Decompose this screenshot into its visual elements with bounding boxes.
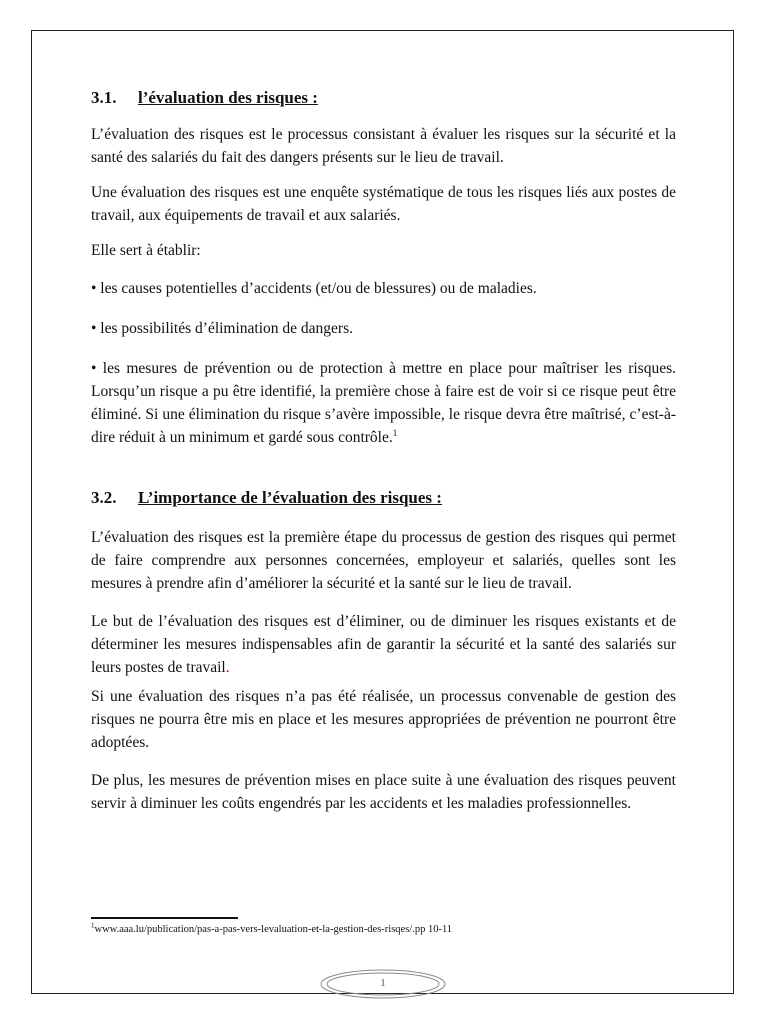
bullet-item — [91, 357, 676, 449]
footnote-separator — [91, 917, 238, 919]
paragraph: Si une évaluation des risques n’a pas été réalisée, un processus convenable de gestion des risques ne pourra être mis en place et les mesures appropriées de prévention ne pourront être adoptées. — [91, 688, 676, 751]
section-number: 3.1. — [91, 88, 117, 107]
section-heading-3-1 — [91, 86, 676, 110]
section-title: l’évaluation des risques : — [138, 88, 318, 107]
section-heading-3-2 — [91, 486, 676, 510]
paragraph-text: Le but de l’évaluation des risques est d’éliminer, ou de diminuer les risques existants et de déterminer les mesures indispensables afin de garantir la sécurité et la santé des salariés sur leurs postes de travail — [91, 613, 676, 676]
bullet-text: • les mesures de prévention ou de protection à mettre en place pour maîtriser les risques. Lorsqu’un risque a pu être identifié, la première chose à faire est de voir si ce risque peut être éliminé. Si une élimination du risque s’avère impossible, le risque devra être maîtrisé, c’est-à-dire réduit à un minimum et gardé sous contrôle. — [91, 360, 676, 446]
footnote-ref[interactable]: 1 — [392, 427, 398, 438]
paragraph — [91, 610, 676, 679]
section-title: L’importance de l’évaluation des risques : — [138, 488, 442, 507]
paragraph: Une évaluation des risques est une enquête systématique de tous les risques liés aux postes de travail, aux équipements de travail et aux salariés. — [91, 184, 676, 224]
section-number: 3.2. — [91, 488, 117, 507]
red-period: . — [225, 659, 230, 676]
page-number: 1 — [380, 977, 386, 989]
page-number-badge — [318, 967, 448, 1001]
paragraph: L’évaluation des risques est le processus consistant à évaluer les risques sur la sécurité et la santé des salariés du fait des dangers présents sur le lieu de travail. — [91, 126, 676, 166]
document-body — [91, 86, 676, 815]
paragraph: De plus, les mesures de prévention mises en place suite à une évaluation des risques peuvent servir à diminuer les coûts engendrés par les accidents et les maladies professionnelles. — [91, 772, 676, 812]
bullet-item: • les possibilités d’élimination de dangers. — [91, 320, 353, 337]
footnote-text: www.aaa.lu/publication/pas-a-pas-vers-levaluation-et-la-gestion-des-risqes/.pp 10-11 — [94, 924, 453, 935]
paragraph: Elle sert à établir: — [91, 242, 201, 259]
footnote — [91, 923, 452, 936]
paragraph: L’évaluation des risques est la première étape du processus de gestion des risques qui permet de faire comprendre aux personnes concernées, employeur et salariés, quelles sont les mesures à prendre afin d’améliorer la sécurité et la santé sur le lieu de travail. — [91, 529, 676, 592]
bullet-item: • les causes potentielles d’accidents (et/ou de blessures) ou de maladies. — [91, 280, 537, 297]
footnote-marker: 1 — [91, 921, 95, 930]
